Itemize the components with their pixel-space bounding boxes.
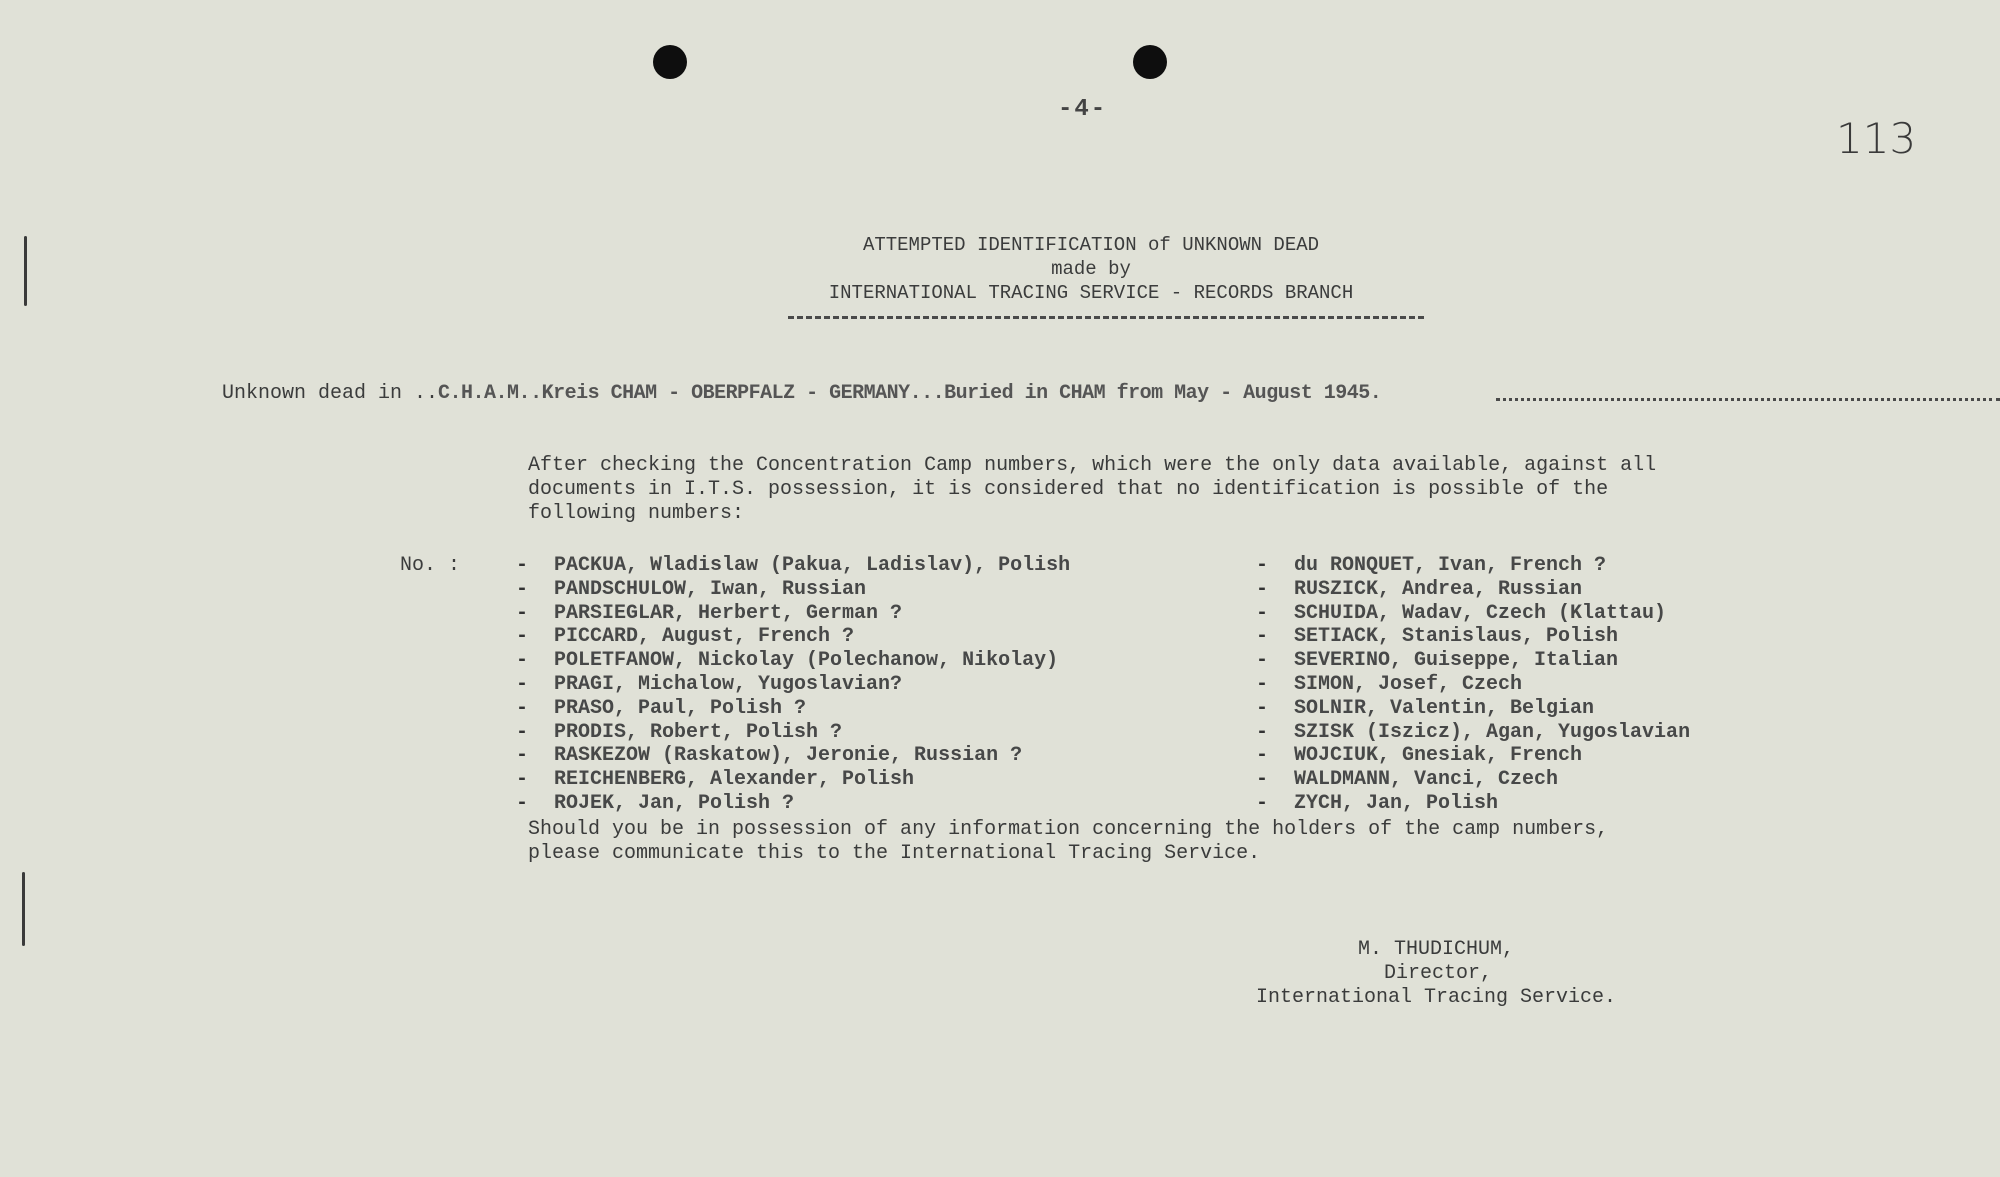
- list-dash: -: [516, 696, 529, 720]
- list-item: [1256, 673, 1690, 697]
- intro-paragraph: [528, 454, 1656, 526]
- list-dash: -: [1256, 720, 1269, 744]
- header-rule: [788, 316, 1424, 319]
- name-entry: SOLNIR, Valentin, Belgian: [1294, 696, 1595, 720]
- punch-hole-left: [653, 45, 687, 79]
- list-item: [516, 721, 1070, 745]
- name-entry: PRASO, Paul, Polish ?: [554, 696, 807, 720]
- list-item: [516, 768, 1070, 792]
- name-entry: PARSIEGLAR, Herbert, German ?: [554, 601, 903, 625]
- list-item: [1256, 768, 1690, 792]
- list-dash: -: [516, 577, 529, 601]
- list-dash: -: [516, 672, 529, 696]
- unknown-dead-label: Unknown dead in ..: [222, 382, 439, 405]
- name-entry: ZYCH, Jan, Polish: [1294, 791, 1499, 815]
- name-entry: SEVERINO, Guiseppe, Italian: [1294, 649, 1619, 673]
- list-item: [1256, 744, 1690, 768]
- name-entry: RUSZICK, Andrea, Russian: [1294, 577, 1583, 601]
- name-entry: SCHUIDA, Wadav, Czech (Klattau): [1294, 601, 1667, 625]
- closing-line: please communicate this to the International Tracing Service.: [528, 842, 1261, 865]
- unknown-dead-line: [222, 382, 1381, 405]
- page-number: -4-: [1058, 96, 1108, 123]
- list-dash: -: [1256, 672, 1269, 696]
- list-item: [516, 578, 1070, 602]
- list-dash: -: [1256, 577, 1269, 601]
- name-entry: SIMON, Josef, Czech: [1294, 672, 1523, 696]
- header-organization: INTERNATIONAL TRACING SERVICE - RECORDS BRANCH: [828, 282, 1354, 304]
- list-item: [1256, 792, 1690, 816]
- name-entry: PANDSCHULOW, Iwan, Russian: [554, 577, 867, 601]
- header-made-by: made by: [1051, 258, 1131, 280]
- name-entry: PRODIS, Robert, Polish ?: [554, 720, 843, 744]
- closing-line: Should you be in possession of any information concerning the holders of the camp numbers,: [528, 818, 1609, 841]
- name-entry: REICHENBERG, Alexander, Polish: [554, 768, 915, 792]
- signatory-organization: International Tracing Service.: [1256, 986, 1617, 1009]
- list-dash: -: [1256, 554, 1269, 577]
- name-entry: PACKUA, Wladislaw (Pakua, Ladislav), Polish: [554, 554, 1071, 577]
- list-dash: -: [516, 649, 529, 673]
- list-item: [516, 697, 1070, 721]
- list-item: [1256, 721, 1690, 745]
- signatory-title: Director,: [1384, 962, 1493, 985]
- list-dash: -: [516, 744, 529, 768]
- closing-paragraph: [528, 818, 1608, 866]
- list-item: [1256, 697, 1690, 721]
- name-entry: WOJCIUK, Gnesiak, French: [1294, 744, 1583, 768]
- names-list-left: [516, 554, 1070, 816]
- name-entry: SETIACK, Stanislaus, Polish: [1294, 625, 1619, 649]
- name-entry: RASKEZOW (Raskatow), Jeronie, Russian ?: [554, 744, 1023, 768]
- list-item: [516, 602, 1070, 626]
- margin-mark-bottom: [22, 872, 25, 946]
- name-entry: SZISK (Iszicz), Agan, Yugoslavian: [1294, 720, 1691, 744]
- name-entry: du RONQUET, Ivan, French ?: [1294, 554, 1607, 577]
- intro-line: documents in I.T.S. possession, it is considered that no identification is possible of the: [528, 478, 1609, 501]
- name-entry: PRAGI, Michalow, Yugoslavian?: [554, 672, 903, 696]
- list-item: [1256, 602, 1690, 626]
- list-item: [516, 744, 1070, 768]
- list-dash: -: [1256, 768, 1269, 792]
- list-dash: -: [516, 720, 529, 744]
- intro-line: After checking the Concentration Camp numbers, which were the only data available, against all: [528, 454, 1657, 477]
- list-item: [516, 673, 1070, 697]
- name-entry: ROJEK, Jan, Polish ?: [554, 791, 795, 815]
- list-dash: -: [1256, 601, 1269, 625]
- list-item: [1256, 554, 1690, 578]
- list-dash: -: [516, 791, 529, 815]
- list-dash: -: [1256, 744, 1269, 768]
- list-dash: -: [1256, 791, 1269, 815]
- list-label: No. :: [400, 554, 461, 577]
- list-item: [1256, 578, 1690, 602]
- intro-line: following numbers:: [528, 502, 745, 525]
- list-dash: -: [1256, 649, 1269, 673]
- name-entry: WALDMANN, Vanci, Czech: [1294, 768, 1559, 792]
- list-item: [1256, 625, 1690, 649]
- list-dash: -: [516, 768, 529, 792]
- name-entry: PICCARD, August, French ?: [554, 625, 855, 649]
- signatory-name: M. THUDICHUM,: [1358, 938, 1515, 961]
- unknown-dead-location: C.H.A.M..Kreis CHAM - OBERPFALZ - GERMANY...Buried in CHAM from May - August 1945.: [438, 382, 1382, 405]
- list-dash: -: [516, 554, 529, 577]
- list-dash: -: [1256, 696, 1269, 720]
- list-dash: -: [516, 601, 529, 625]
- dotted-fill: [1496, 398, 2000, 401]
- list-item: [516, 792, 1070, 816]
- list-item: [516, 625, 1070, 649]
- list-dash: -: [516, 625, 529, 649]
- header-title: ATTEMPTED IDENTIFICATION of UNKNOWN DEAD: [862, 234, 1320, 256]
- names-list-right: [1256, 554, 1690, 816]
- punch-hole-right: [1133, 45, 1167, 79]
- list-item: [1256, 649, 1690, 673]
- folio-number: 113: [1836, 114, 1917, 163]
- list-dash: -: [1256, 625, 1269, 649]
- list-item: [516, 649, 1070, 673]
- name-entry: POLETFANOW, Nickolay (Polechanow, Nikolay): [554, 649, 1059, 673]
- list-item: [516, 554, 1070, 578]
